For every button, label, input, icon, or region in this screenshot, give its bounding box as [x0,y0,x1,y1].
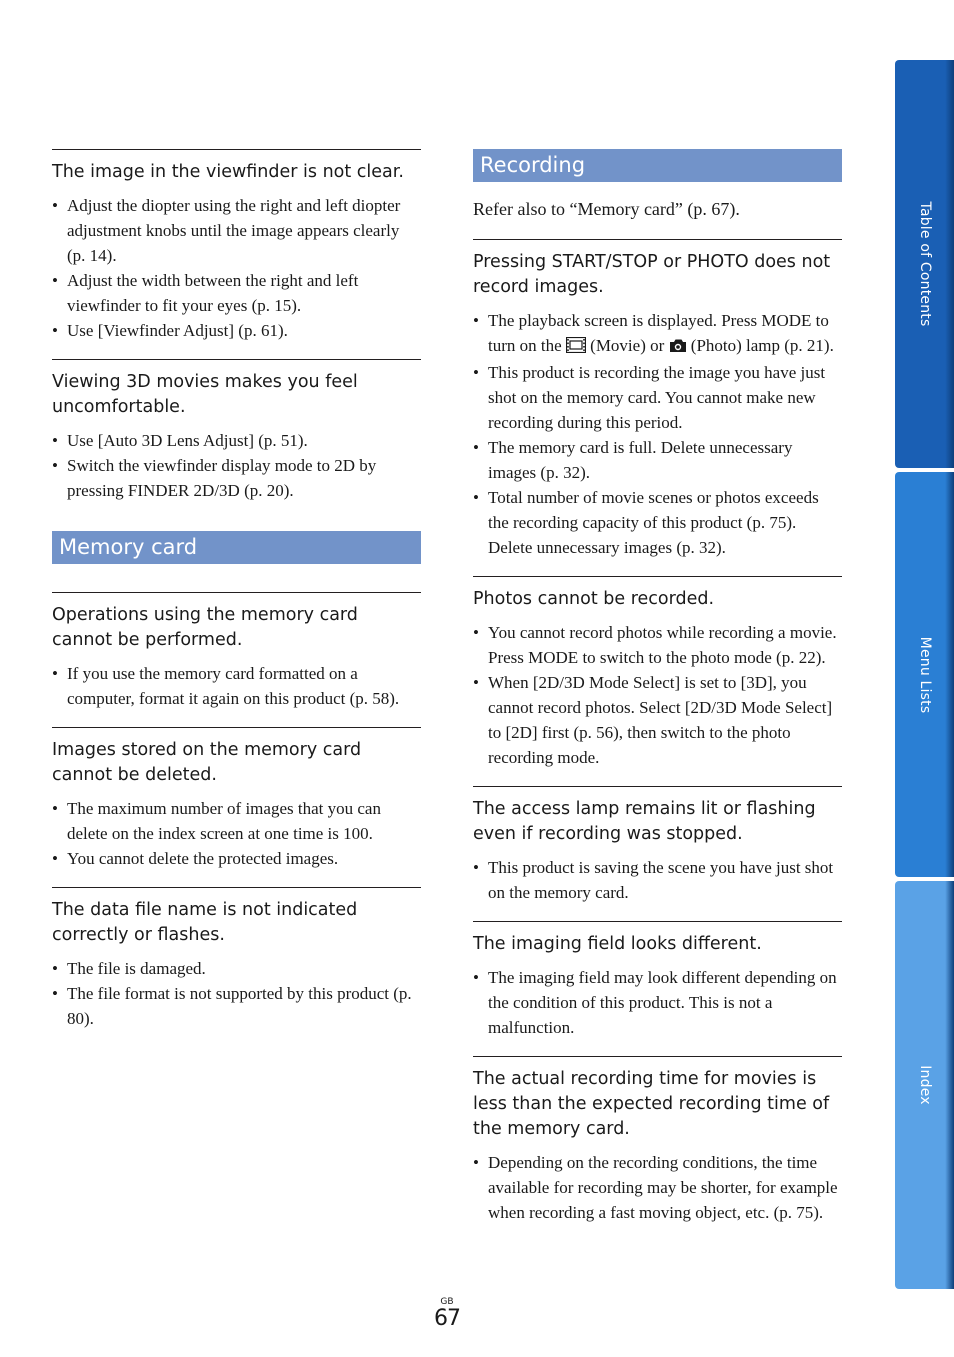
bullet-list [473,965,842,1040]
topic-title: Pressing START/STOP or PHOTO does not record images. [473,252,831,297]
topic-recording-time [473,1056,842,1225]
bullet-list [52,193,421,343]
region-code: GB [440,1297,454,1307]
topic-imaging-field [473,921,842,1056]
bullet-list [473,1150,842,1225]
right-column [473,149,842,1225]
topic-memory-card-operations [52,592,421,727]
bullet-list [473,308,842,560]
list-item: • You cannot record photos while recording a movie. Press MODE to switch to the photo mode (p. 22). [473,620,842,670]
list-item: • This product is recording the image you have just shot on the memory card. You cannot make new recording during this period. [473,360,842,435]
tab-menu-lists[interactable] [895,472,954,877]
list-item: • The imaging field may look different depending on the condition of this product. This is not a malfunction. [473,965,842,1040]
film-strip-icon [566,335,586,360]
tab-label: Menu Lists [916,636,933,713]
list-item: • When [2D/3D Mode Select] is set to [3D], you cannot record photos. Select [2D/3D Mode Select] to [2D] first (p. 56), then switch to the photo recording mode. [473,670,842,770]
bullet-list [52,796,421,871]
section-header-recording: Recording [473,149,842,182]
left-column [52,149,421,1031]
tab-label: Index [916,1065,933,1105]
topic-title: Viewing 3D movies makes you feel uncomfortable. [52,372,358,417]
list-item: • Depending on the recording conditions, the time available for recording may be shorter, for example when recording a fast moving object, etc. (p. 75). [473,1150,842,1225]
page-number-value: 67 [434,1306,460,1331]
list-item: • The maximum number of images that you can delete on the index screen at one time is 100. [52,796,421,846]
list-item: • Adjust the diopter using the right and left diopter adjustment knobs until the image appears clearly (p. 14). [52,193,421,268]
topic-title: The imaging field looks different. [473,934,762,954]
topic-access-lamp [473,786,842,921]
intro-text: Refer also to “Memory card” (p. 67). [473,199,740,219]
list-item: • Switch the viewfinder display mode to 2D by pressing FINDER 2D/3D (p. 20). [52,453,421,503]
list-item [473,308,842,360]
topic-images-cannot-be-deleted [52,727,421,887]
topic-title: The access lamp remains lit or flashing even if recording was stopped. [473,799,816,844]
list-item: • The file format is not supported by this product (p. 80). [52,981,421,1031]
section-header-memory-card: Memory card [52,531,421,564]
bullet-list [52,956,421,1031]
list-item: • If you use the memory card formatted on a computer, format it again on this product (p. 58). [52,661,421,711]
tab-label: Table of Contents [916,201,933,327]
page-number [432,1297,462,1331]
camera-icon [669,335,687,360]
list-item: • The memory card is full. Delete unnecessary images (p. 32). [473,435,842,485]
topic-title: Operations using the memory card cannot be performed. [52,605,358,650]
list-item: • Adjust the width between the right and left viewfinder to fit your eyes (p. 15). [52,268,421,318]
topic-title: The data file name is not indicated correctly or flashes. [52,900,358,945]
list-item-text: (Movie) or [585,336,669,355]
list-item: • You cannot delete the protected images. [52,846,421,871]
list-item-text: (Photo) lamp (p. 21). [686,336,834,355]
topic-title: The image in the viewfinder is not clear. [52,162,404,182]
topic-data-file-name [52,887,421,1031]
list-item: • The file is damaged. [52,956,421,981]
list-item-text: The playback screen is displayed. Press MODE to turn on the [488,311,829,355]
topic-3d-uncomfortable [52,359,421,503]
topic-title: Photos cannot be recorded. [473,589,715,609]
tab-table-of-contents[interactable] [895,60,954,468]
topic-photos-cannot-be-recorded [473,576,842,786]
list-item: • Use [Auto 3D Lens Adjust] (p. 51). [52,428,421,453]
list-item: • Use [Viewfinder Adjust] (p. 61). [52,318,421,343]
bullet-list [52,428,421,503]
topic-start-stop-not-recording [473,239,842,576]
list-item: • Total number of movie scenes or photos exceeds the recording capacity of this product (p. 75). Delete unnecessary images (p. 32). [473,485,842,560]
bullet-list [473,855,842,905]
tab-index[interactable] [895,881,954,1289]
bullet-list [473,620,842,770]
topic-title: The actual recording time for movies is less than the expected recording time of the memory card. [473,1069,830,1139]
topic-viewfinder-not-clear [52,149,421,359]
bullet-list [52,661,421,711]
list-item: • This product is saving the scene you have just shot on the memory card. [473,855,842,905]
topic-title: Images stored on the memory card cannot be deleted. [52,740,362,785]
